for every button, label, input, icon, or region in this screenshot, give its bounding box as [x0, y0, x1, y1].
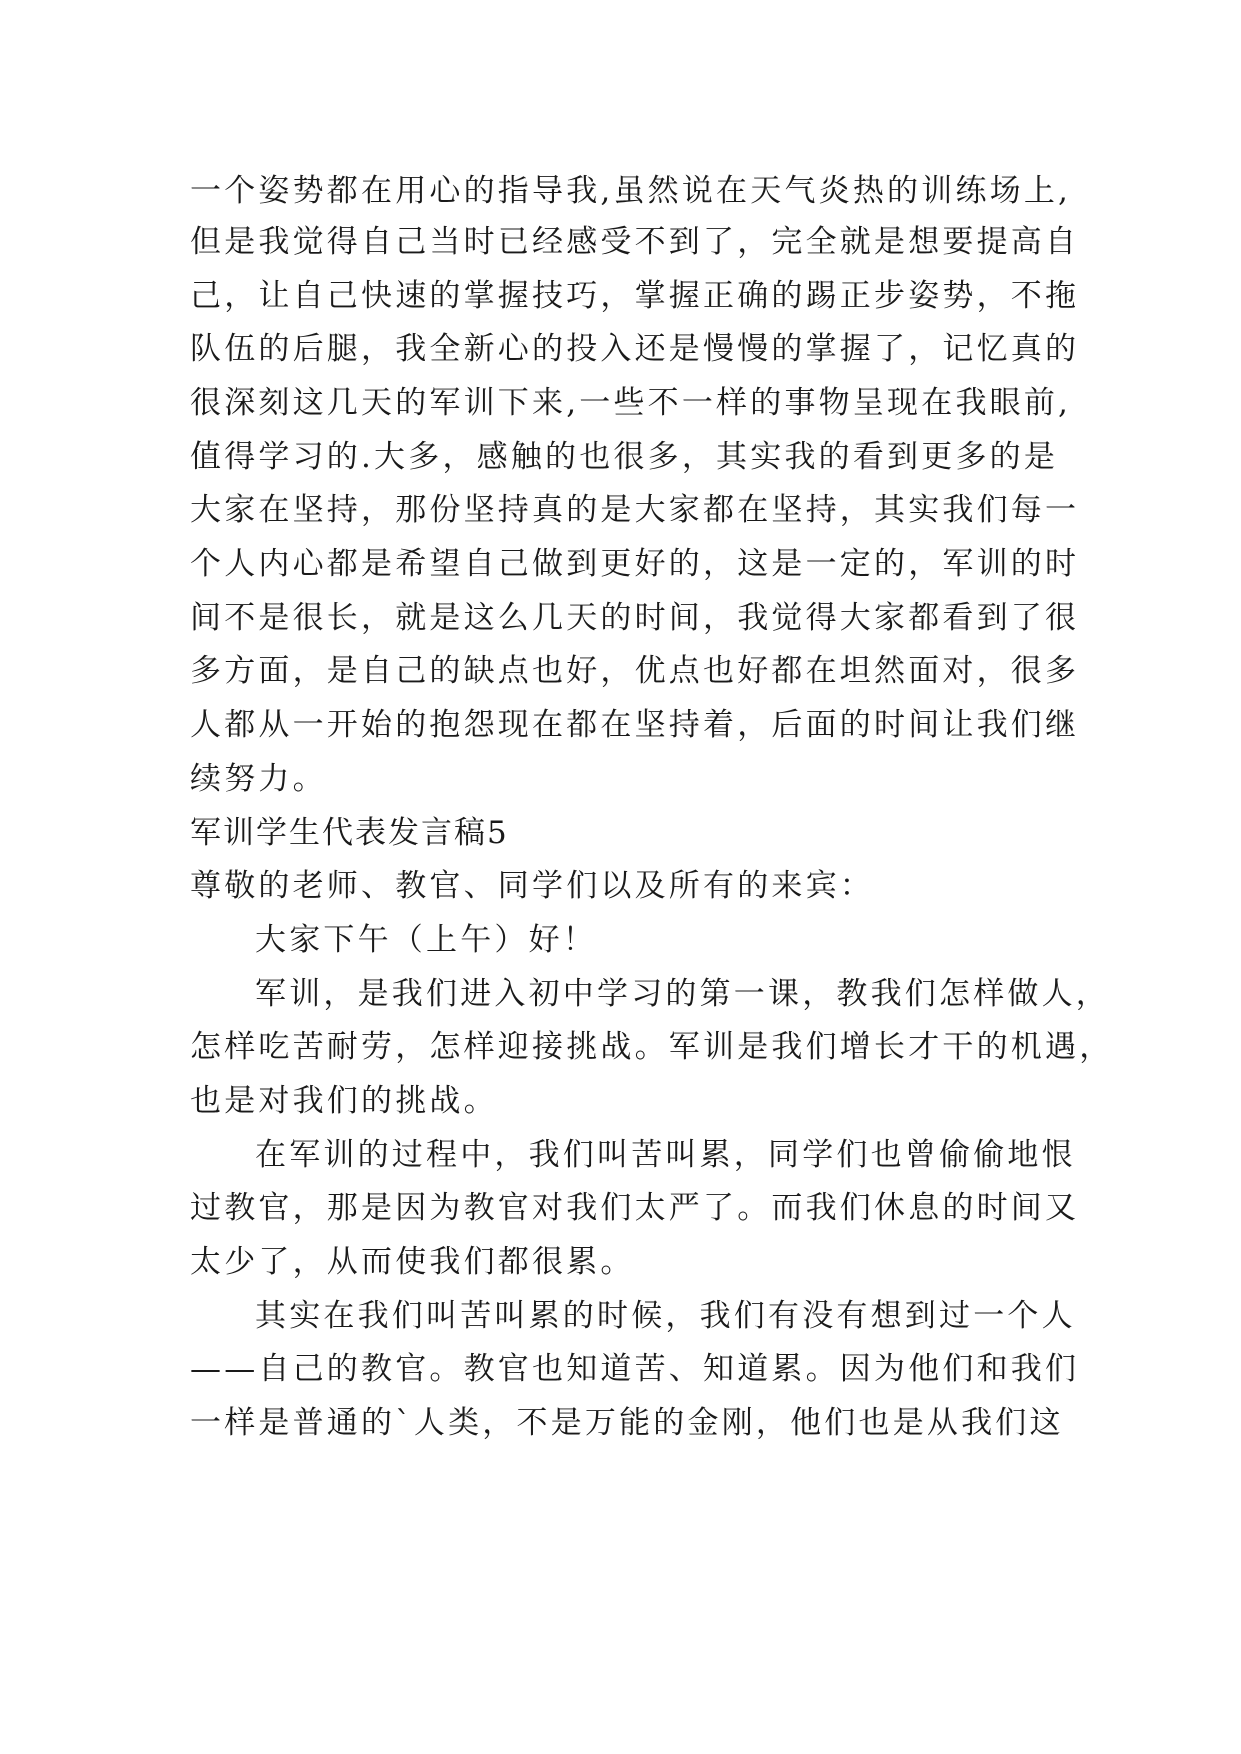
- text-line: 间不是很长，就是这么几天的时间，我觉得大家都看到了很: [190, 600, 1080, 636]
- text-line: 队伍的后腿，我全新心的投入还是慢慢的掌握了，记忆真的: [190, 331, 1080, 367]
- text-line: 一样是普通的`人类，不是万能的金刚，他们也是从我们这: [190, 1405, 1064, 1441]
- text-line: 也是对我们的挑战。: [190, 1083, 498, 1119]
- text-line: 多方面，是自己的缺点也好，优点也好都在坦然面对，很多: [190, 653, 1080, 689]
- text-line: 一个姿势都在用心的指导我,虽然说在天气炎热的训练场上,: [190, 173, 1072, 209]
- text-line: 值得学习的.大多，感触的也很多，其实我的看到更多的是: [190, 439, 1059, 475]
- text-line: 其实在我们叫苦叫累的时候，我们有没有想到过一个人: [255, 1298, 1076, 1334]
- text-line: 在军训的过程中，我们叫苦叫累，同学们也曾偷偷地恨: [255, 1137, 1076, 1173]
- text-line: 过教官，那是因为教官对我们太严了。而我们休息的时间又: [190, 1190, 1080, 1226]
- text-line: ——自己的教官。教官也知道苦、知道累。因为他们和我们: [190, 1351, 1080, 1387]
- salutation: 尊敬的老师、教官、同学们以及所有的来宾：: [190, 868, 874, 904]
- text-line: 己，让自己快速的掌握技巧，掌握正确的踢正步姿势，不拖: [190, 278, 1080, 314]
- text-line: 续努力。: [190, 761, 327, 797]
- text-line: 很深刻这几天的军训下来,一些不一样的事物呈现在我眼前,: [190, 385, 1072, 421]
- greeting: 大家下午（上午）好！: [255, 922, 597, 958]
- text-line: 军训，是我们进入初中学习的第一课，教我们怎样做人，: [255, 976, 1110, 1012]
- text-line: 怎样吃苦耐劳，怎样迎接挑战。军训是我们增长才干的机遇，: [190, 1029, 1114, 1065]
- text-line: 太少了，从而使我们都很累。: [190, 1244, 635, 1280]
- text-line: 大家在坚持，那份坚持真的是大家都在坚持，其实我们每一: [190, 492, 1080, 528]
- text-line: 个人内心都是希望自己做到更好的，这是一定的，军训的时: [190, 546, 1080, 582]
- text-line: 人都从一开始的抱怨现在都在坚持着，后面的时间让我们继: [190, 707, 1080, 743]
- text-line: 但是我觉得自己当时已经感受不到了，完全就是想要提高自: [190, 224, 1080, 260]
- section-heading: 军训学生代表发言稿5: [190, 815, 509, 851]
